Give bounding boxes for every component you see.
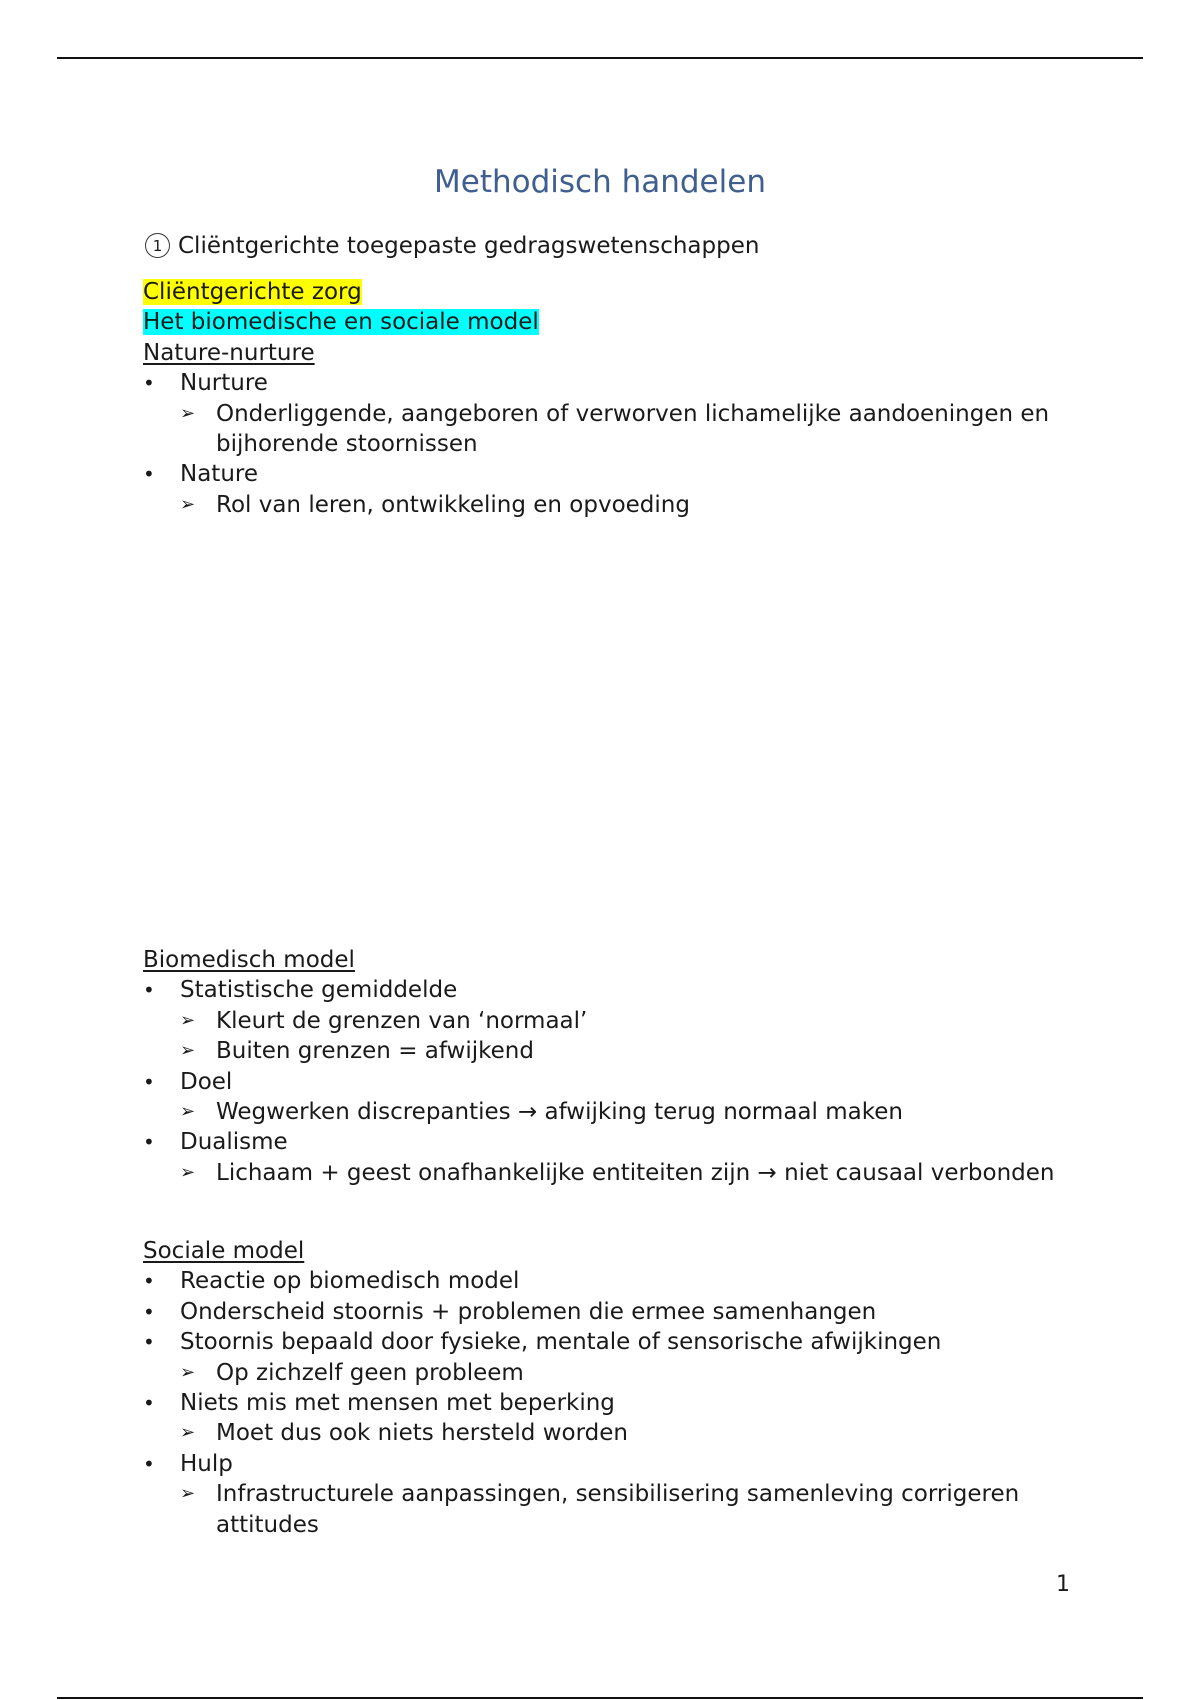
- arrow-bullet-icon: ➢: [180, 493, 196, 515]
- bullet-icon: •: [143, 978, 155, 1003]
- list-item-label: Doel: [180, 1068, 233, 1095]
- bullet-icon: •: [143, 1130, 155, 1155]
- list-item-label: Onderscheid stoornis + problemen die ermee samenhangen: [180, 1298, 877, 1325]
- list-item-label: Statistische gemiddelde: [180, 977, 458, 1004]
- arrow-bullet-icon: ➢: [180, 1483, 196, 1505]
- list-item-label: Nature: [180, 461, 258, 488]
- page-number: 1: [1056, 1572, 1070, 1597]
- list-item: [143, 1297, 1093, 1327]
- list-item: [143, 1127, 1093, 1157]
- highlight-heading-clientgerichte-zorg: Cliëntgerichte zorg: [143, 279, 362, 305]
- list-item-label: Niets mis met mensen met beperking: [180, 1389, 615, 1416]
- sub-list-item-label: Op zichzelf geen probleem: [216, 1359, 524, 1386]
- list-item: [143, 1449, 1093, 1479]
- bullet-icon: •: [143, 1330, 155, 1355]
- list-item-label: Stoornis bepaald door fysieke, mentale of sensorische afwijkingen: [180, 1329, 942, 1356]
- bullet-icon: •: [143, 1299, 155, 1324]
- subheading-nature-nurture: Nature-nurture: [143, 339, 315, 366]
- header-rule: [57, 57, 1143, 59]
- chapter-number-circle: 1: [145, 233, 170, 258]
- list-item-label: Reactie op biomedisch model: [180, 1268, 520, 1295]
- arrow-bullet-icon: ➢: [180, 1100, 196, 1122]
- list-item: [143, 975, 1093, 1005]
- bullet-icon: •: [143, 462, 155, 487]
- chapter-title: Cliëntgerichte toegepaste gedragswetenschappen: [178, 233, 760, 259]
- sub-list-item: [143, 1418, 1093, 1448]
- sub-list-item: [143, 1479, 1093, 1540]
- arrow-bullet-icon: ➢: [180, 402, 196, 424]
- page-title: Methodisch handelen: [434, 164, 766, 200]
- subheading-sociale-model: Sociale model: [143, 1238, 305, 1264]
- bullet-icon: •: [143, 1390, 155, 1415]
- sub-list-item-label: Buiten grenzen = afwijkend: [216, 1038, 534, 1065]
- bullet-icon: •: [143, 371, 155, 396]
- list-item-label: Dualisme: [180, 1129, 288, 1156]
- arrow-bullet-icon: ➢: [180, 1161, 196, 1183]
- arrow-bullet-icon: ➢: [180, 1422, 196, 1444]
- bullet-icon: •: [143, 1269, 155, 1294]
- sub-list-item-label: Onderliggende, aangeboren of verworven lichamelijke aandoeningen en bijhorende stoornissen: [216, 400, 1050, 457]
- sub-list-item-label: Wegwerken discrepanties → afwijking terug normaal maken: [216, 1098, 903, 1125]
- sub-list-item: [143, 490, 1093, 520]
- sub-list-item: [143, 1036, 1093, 1066]
- highlight-heading-biomedisch-sociaal: Het biomedische en sociale model: [143, 309, 539, 336]
- sub-list-item: [143, 1158, 1093, 1188]
- bullet-icon: •: [143, 1451, 155, 1476]
- list-item: [143, 1266, 1093, 1296]
- subheading-biomedisch-model: Biomedisch model: [143, 947, 355, 973]
- section-sociale-model: [143, 1236, 1093, 1540]
- sub-list-item: [143, 1006, 1093, 1036]
- sub-list-item-label: Kleurt de grenzen van ‘normaal’: [216, 1007, 588, 1034]
- list-item: [143, 459, 1093, 489]
- arrow-bullet-icon: ➢: [180, 1040, 196, 1062]
- arrow-bullet-icon: ➢: [180, 1361, 196, 1383]
- sub-list-item: [143, 1358, 1093, 1388]
- list-item: [143, 368, 1093, 398]
- sub-list-item-label: Infrastructurele aanpassingen, sensibilisering samenleving corrigeren attitudes: [216, 1481, 1020, 1538]
- section-nature-nurture: [143, 277, 1093, 520]
- chapter-heading: [145, 230, 759, 262]
- bullet-icon: •: [143, 1069, 155, 1094]
- sub-list-item-label: Moet dus ook niets hersteld worden: [216, 1420, 628, 1447]
- footer-rule: [57, 1697, 1143, 1699]
- list-item-label: Hulp: [180, 1450, 233, 1477]
- section-biomedisch-model: [143, 945, 1093, 1188]
- sub-list-item-label: Lichaam + geest onafhankelijke entiteiten zijn → niet causaal verbonden: [216, 1159, 1055, 1186]
- sub-list-item: [143, 399, 1093, 460]
- sub-list-item: [143, 1097, 1093, 1127]
- list-item: [143, 1388, 1093, 1418]
- sub-list-item-label: Rol van leren, ontwikkeling en opvoeding: [216, 491, 690, 518]
- list-item: [143, 1327, 1093, 1357]
- list-item: [143, 1067, 1093, 1097]
- arrow-bullet-icon: ➢: [180, 1009, 196, 1031]
- list-item-label: Nurture: [180, 370, 268, 397]
